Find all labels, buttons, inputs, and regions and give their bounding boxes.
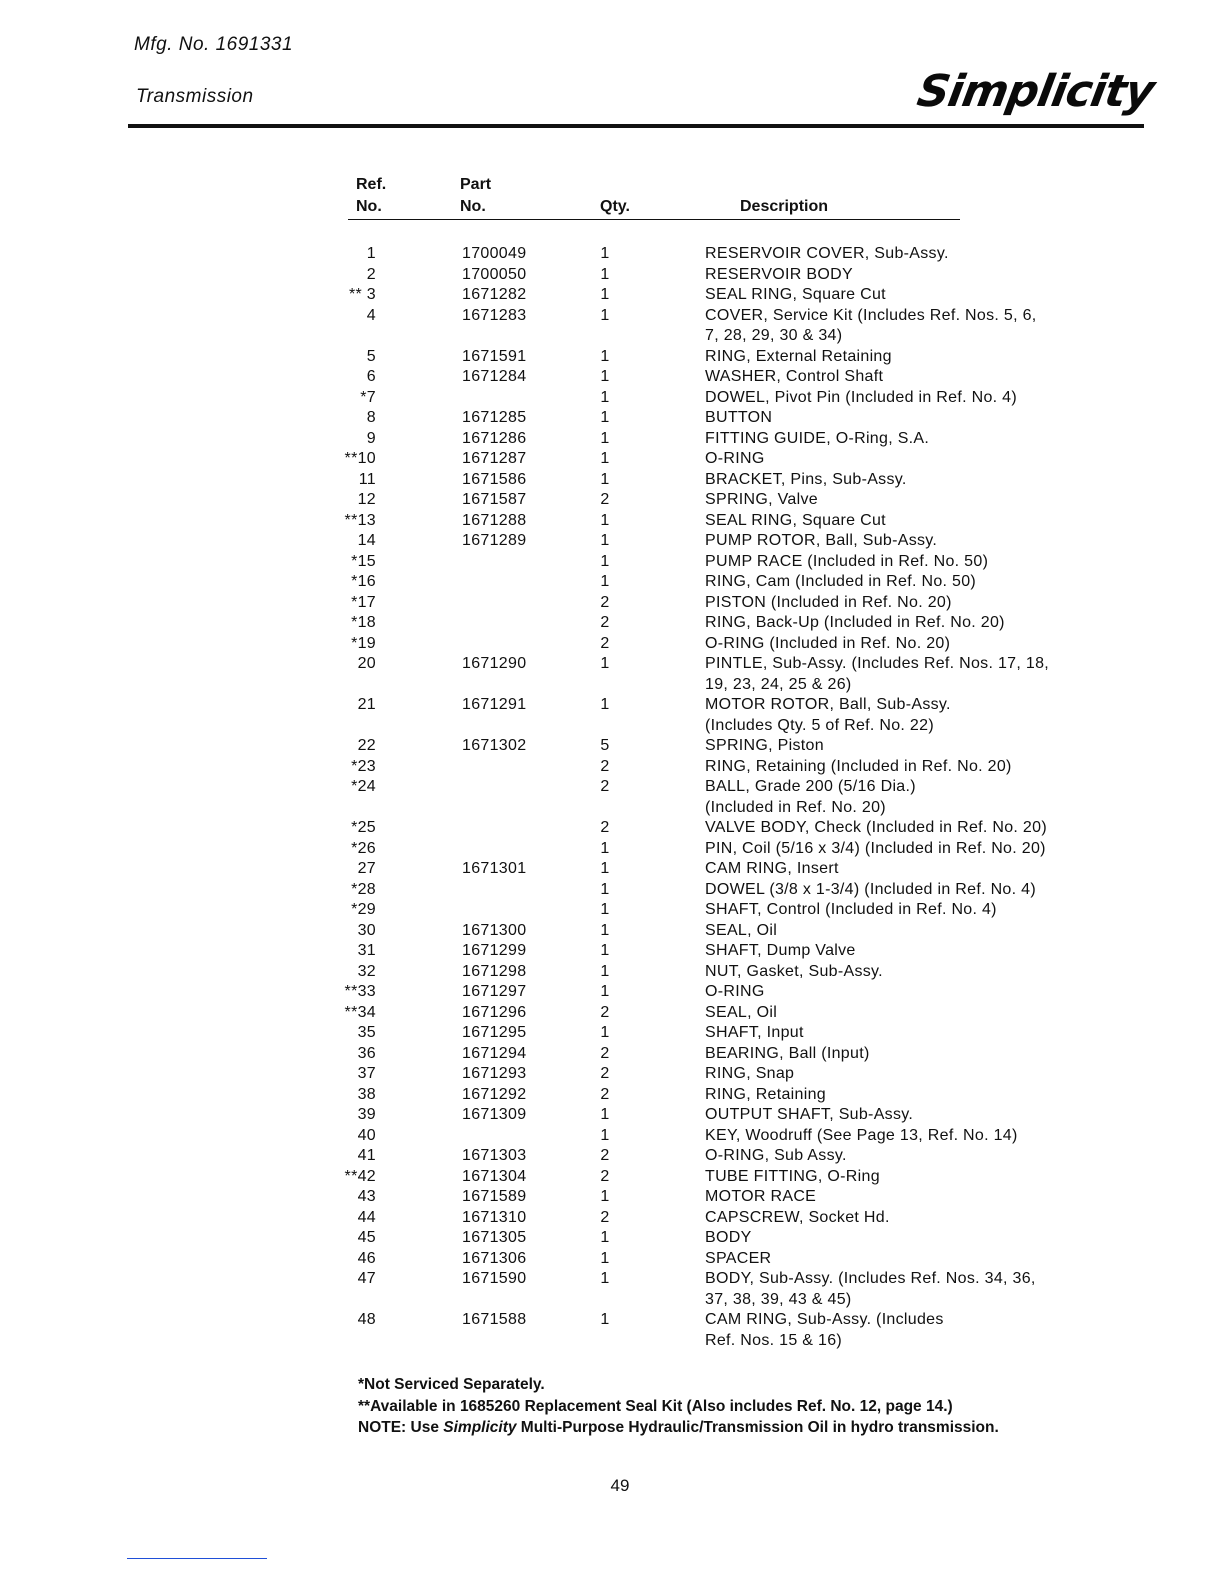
ref-cell: 35 <box>357 1024 376 1041</box>
part-no-cell: 1671306 <box>462 1249 527 1267</box>
table-row <box>0 285 1224 306</box>
footnote-oil-note <box>358 1417 999 1439</box>
qty-cell: 1 <box>600 1270 610 1287</box>
qty-cell: 1 <box>600 655 610 672</box>
qty-cell: 1 <box>600 860 610 877</box>
part-no-cell: 1671296 <box>462 1003 527 1021</box>
description-cell: O-RING, Sub Assy. <box>705 1147 847 1164</box>
table-row <box>0 1085 1224 1106</box>
header-rule <box>128 124 1144 128</box>
table-row <box>0 880 1224 901</box>
table-row <box>0 777 1224 818</box>
part-no-cell: 1671588 <box>462 1311 527 1328</box>
part-no-cell: 1671297 <box>462 983 527 1000</box>
part-no-cell: 1671301 <box>462 860 527 877</box>
description-cell: PIN, Coil (5/16 x 3/4) (Included in Ref. No. 20) <box>705 839 1046 857</box>
part-no-cell: 1671295 <box>462 1024 527 1041</box>
qty-cell: 1 <box>600 470 610 488</box>
table-row <box>0 367 1224 388</box>
ref-cell: 41 <box>357 1147 376 1164</box>
description-cell: SHAFT, Dump Valve <box>705 942 856 959</box>
part-no-cell: 1671291 <box>462 696 527 713</box>
section-title: Transmission <box>136 86 254 107</box>
table-row <box>0 634 1224 655</box>
ref-cell: 38 <box>357 1085 376 1103</box>
ref-cell: ** 3 <box>349 286 376 303</box>
part-no-cell: 1671294 <box>462 1044 527 1062</box>
part-no-cell: 1671285 <box>462 409 527 426</box>
description-cell: RESERVOIR COVER, Sub-Assy. <box>705 245 949 262</box>
oil-note-brand: Simplicity <box>443 1419 517 1436</box>
description-cell: SEAL, Oil <box>705 1003 778 1021</box>
part-no-cell: 1671590 <box>462 1270 527 1287</box>
table-row <box>0 347 1224 368</box>
column-header-part-line2: No. <box>460 198 486 215</box>
ref-cell: 40 <box>357 1126 376 1144</box>
ref-cell: *28 <box>351 880 376 898</box>
qty-cell: 1 <box>600 347 610 365</box>
table-row <box>0 1146 1224 1167</box>
ref-cell: *23 <box>351 757 376 775</box>
table-row <box>0 531 1224 552</box>
footnote-seal-kit: **Available in 1685260 Replacement Seal Kit (Also includes Ref. No. 12, page 14.) <box>358 1397 953 1415</box>
column-header-part-line1: Part <box>460 176 492 193</box>
description-cell: BODY <box>705 1229 752 1246</box>
part-no-cell: 1700049 <box>462 245 527 262</box>
qty-cell: 2 <box>600 1147 610 1164</box>
description-cell: FITTING GUIDE, O-Ring, S.A. <box>705 429 930 447</box>
ref-cell: **33 <box>344 983 376 1000</box>
column-header-ref-line2: No. <box>356 198 382 215</box>
table-row <box>0 613 1224 634</box>
part-no-cell: 1700050 <box>462 265 527 283</box>
table-row <box>0 470 1224 491</box>
qty-cell: 1 <box>600 429 610 447</box>
qty-cell: 1 <box>600 1188 610 1205</box>
description-cell: RING, Retaining (Included in Ref. No. 20) <box>705 757 1012 775</box>
oil-note-prefix: NOTE: Use <box>358 1419 444 1436</box>
qty-cell: 1 <box>600 552 610 570</box>
table-row <box>0 265 1224 286</box>
ref-cell: *29 <box>351 901 376 918</box>
table-row <box>0 429 1224 450</box>
qty-cell: 1 <box>600 1024 610 1041</box>
table-row <box>0 388 1224 409</box>
description-cell: PUMP RACE (Included in Ref. No. 50) <box>705 552 989 570</box>
qty-cell: 2 <box>600 778 610 795</box>
qty-cell: 1 <box>600 511 610 529</box>
description-cell: SPACER <box>705 1249 772 1267</box>
description-cell: TUBE FITTING, O-Ring <box>705 1167 880 1185</box>
table-row <box>0 818 1224 839</box>
ref-cell: 47 <box>357 1270 376 1287</box>
part-no-cell: 1671284 <box>462 368 527 385</box>
part-no-cell: 1671290 <box>462 655 527 672</box>
qty-cell: 1 <box>600 388 610 406</box>
part-no-cell: 1671292 <box>462 1085 527 1103</box>
ref-cell: *26 <box>351 839 376 857</box>
ref-cell: 45 <box>357 1229 376 1246</box>
description-cell: RING, External Retaining <box>705 347 892 365</box>
qty-cell: 1 <box>600 696 610 713</box>
part-no-cell: 1671300 <box>462 921 527 939</box>
part-no-cell: 1671589 <box>462 1188 527 1205</box>
qty-cell: 1 <box>600 1126 610 1144</box>
table-row <box>0 511 1224 532</box>
table-row <box>0 962 1224 983</box>
table-row <box>0 593 1224 614</box>
ref-cell: 44 <box>357 1208 376 1226</box>
qty-cell: 2 <box>600 1208 610 1226</box>
ref-cell: 5 <box>366 347 376 365</box>
description-cell: BODY, Sub-Assy. (Includes Ref. Nos. 34, 36, 37, 38, 39, 43 & 45) <box>705 1270 1036 1308</box>
ref-cell: 9 <box>366 429 376 447</box>
part-no-cell: 1671303 <box>462 1147 527 1164</box>
ref-cell: 43 <box>357 1188 376 1205</box>
description-cell: SEAL RING, Square Cut <box>705 286 886 303</box>
qty-cell: 1 <box>600 921 610 939</box>
qty-cell: 1 <box>600 409 610 426</box>
table-row <box>0 572 1224 593</box>
table-row <box>0 921 1224 942</box>
column-header-ref-line1: Ref. <box>356 176 387 193</box>
ref-cell: 21 <box>357 696 376 713</box>
ref-cell: **10 <box>344 450 376 467</box>
qty-cell: 2 <box>600 614 610 631</box>
description-cell: SHAFT, Input <box>705 1024 804 1041</box>
qty-cell: 1 <box>600 880 610 898</box>
description-cell: MOTOR ROTOR, Ball, Sub-Assy. (Includes Qty. 5 of Ref. No. 22) <box>705 696 951 734</box>
table-row <box>0 654 1224 695</box>
table-row <box>0 839 1224 860</box>
description-cell: KEY, Woodruff (See Page 13, Ref. No. 14) <box>705 1126 1018 1144</box>
description-cell: O-RING (Included in Ref. No. 20) <box>705 634 951 652</box>
ref-cell: 30 <box>357 921 376 939</box>
part-no-cell: 1671586 <box>462 470 527 488</box>
ref-cell: *19 <box>351 634 376 652</box>
ref-cell: *24 <box>351 778 376 795</box>
description-cell: SPRING, Valve <box>705 491 818 508</box>
table-row <box>0 1167 1224 1188</box>
table-row <box>0 1023 1224 1044</box>
description-cell: OUTPUT SHAFT, Sub-Assy. <box>705 1106 914 1123</box>
table-row <box>0 244 1224 265</box>
description-cell: RING, Snap <box>705 1065 795 1082</box>
qty-cell: 1 <box>600 450 610 467</box>
qty-cell: 1 <box>600 901 610 918</box>
part-no-cell: 1671591 <box>462 347 527 365</box>
ref-cell: **34 <box>344 1003 376 1021</box>
ref-cell: *7 <box>360 388 376 406</box>
description-cell: BEARING, Ball (Input) <box>705 1044 870 1062</box>
part-no-cell: 1671286 <box>462 429 527 447</box>
description-cell: CAM RING, Insert <box>705 860 839 877</box>
description-cell: BUTTON <box>705 409 773 426</box>
part-no-cell: 1671587 <box>462 491 527 508</box>
table-row <box>0 1249 1224 1270</box>
description-cell: VALVE BODY, Check (Included in Ref. No. 20) <box>705 819 1047 836</box>
ref-cell: 8 <box>366 409 376 426</box>
qty-cell: 1 <box>600 265 610 283</box>
part-no-cell: 1671305 <box>462 1229 527 1246</box>
description-cell: PUMP ROTOR, Ball, Sub-Assy. <box>705 532 938 549</box>
page-number: 49 <box>610 1476 630 1495</box>
ref-cell: 48 <box>357 1311 376 1328</box>
footnote-not-serviced: *Not Serviced Separately. <box>358 1376 545 1393</box>
table-row <box>0 1064 1224 1085</box>
table-row <box>0 695 1224 736</box>
table-row <box>0 1269 1224 1310</box>
part-no-cell: 1671298 <box>462 962 527 980</box>
ref-cell: **42 <box>344 1167 376 1185</box>
qty-cell: 1 <box>600 1229 610 1246</box>
description-cell: SHAFT, Control (Included in Ref. No. 4) <box>705 901 997 918</box>
table-row <box>0 1044 1224 1065</box>
ref-cell: **13 <box>344 511 376 529</box>
description-cell: O-RING <box>705 450 765 467</box>
part-no-cell: 1671293 <box>462 1065 527 1082</box>
qty-cell: 1 <box>600 532 610 549</box>
qty-cell: 5 <box>600 737 610 754</box>
description-cell: PINTLE, Sub-Assy. (Includes Ref. Nos. 17, 18, 19, 23, 24, 25 & 26) <box>705 655 1050 693</box>
table-row <box>0 859 1224 880</box>
ref-cell: 12 <box>357 491 376 508</box>
parts-table <box>0 244 1224 1351</box>
oil-note-suffix: Multi-Purpose Hydraulic/Transmission Oil in hydro transmission. <box>516 1419 999 1436</box>
qty-cell: 2 <box>600 1003 610 1021</box>
qty-cell: 1 <box>600 573 610 590</box>
ref-cell: *16 <box>351 573 376 590</box>
description-cell: WASHER, Control Shaft <box>705 368 884 385</box>
table-row <box>0 1105 1224 1126</box>
ref-cell: 4 <box>366 306 376 324</box>
ref-cell: 46 <box>357 1249 376 1267</box>
qty-cell: 2 <box>600 1044 610 1062</box>
ref-cell: *18 <box>351 614 376 631</box>
part-no-cell: 1671283 <box>462 306 527 324</box>
description-cell: SEAL RING, Square Cut <box>705 511 886 529</box>
ref-cell: 36 <box>357 1044 376 1062</box>
qty-cell: 1 <box>600 942 610 959</box>
ref-cell: 6 <box>366 368 376 385</box>
table-row <box>0 490 1224 511</box>
ref-cell: 22 <box>357 737 376 754</box>
qty-cell: 1 <box>600 1106 610 1123</box>
qty-cell: 1 <box>600 306 610 324</box>
description-cell: O-RING <box>705 983 765 1000</box>
ref-cell: *15 <box>351 552 376 570</box>
table-row <box>0 1208 1224 1229</box>
table-row <box>0 408 1224 429</box>
mfg-number: Mfg. No. 1691331 <box>134 34 294 55</box>
description-cell: CAM RING, Sub-Assy. (Includes Ref. Nos. 15 & 16) <box>705 1311 944 1349</box>
qty-cell: 1 <box>600 1249 610 1267</box>
column-header-qty: Qty. <box>600 198 630 215</box>
table-row <box>0 757 1224 778</box>
ref-cell: 37 <box>357 1065 376 1082</box>
description-cell: PISTON (Included in Ref. No. 20) <box>705 593 952 611</box>
qty-cell: 2 <box>600 757 610 775</box>
part-no-cell: 1671309 <box>462 1106 527 1123</box>
bottom-link-line <box>127 1558 267 1559</box>
description-cell: DOWEL (3/8 x 1-3/4) (Included in Ref. No. 4) <box>705 880 1036 898</box>
qty-cell: 1 <box>600 1311 610 1328</box>
ref-cell: *25 <box>351 819 376 836</box>
table-row <box>0 941 1224 962</box>
part-no-cell: 1671289 <box>462 532 527 549</box>
ref-cell: 39 <box>357 1106 376 1123</box>
ref-cell: 31 <box>357 942 376 959</box>
qty-cell: 2 <box>600 593 610 611</box>
table-row <box>0 736 1224 757</box>
qty-cell: 2 <box>600 1167 610 1185</box>
ref-cell: 1 <box>366 245 376 262</box>
part-no-cell: 1671302 <box>462 737 527 754</box>
description-cell: RING, Retaining <box>705 1085 826 1103</box>
description-cell: BRACKET, Pins, Sub-Assy. <box>705 470 907 488</box>
table-row <box>0 900 1224 921</box>
table-row <box>0 552 1224 573</box>
ref-cell: 14 <box>357 532 376 549</box>
table-row <box>0 982 1224 1003</box>
description-cell: SPRING, Piston <box>705 737 824 754</box>
description-cell: NUT, Gasket, Sub-Assy. <box>705 962 883 980</box>
description-cell: COVER, Service Kit (Includes Ref. Nos. 5, 6, 7, 28, 29, 30 & 34) <box>705 306 1037 344</box>
table-row <box>0 1228 1224 1249</box>
qty-cell: 2 <box>600 634 610 652</box>
column-header-part <box>460 174 491 218</box>
qty-cell: 2 <box>600 1065 610 1082</box>
brand-logo: Simplicity <box>913 66 1158 117</box>
qty-cell: 2 <box>600 1085 610 1103</box>
column-header-ref <box>356 174 386 218</box>
part-no-cell: 1671282 <box>462 286 527 303</box>
table-row <box>0 1003 1224 1024</box>
description-cell: MOTOR RACE <box>705 1188 817 1205</box>
qty-cell: 1 <box>600 962 610 980</box>
footnotes <box>358 1374 999 1439</box>
ref-cell: *17 <box>351 593 376 611</box>
part-no-cell: 1671304 <box>462 1167 527 1185</box>
table-row <box>0 1310 1224 1351</box>
description-cell: SEAL, Oil <box>705 921 778 939</box>
part-no-cell: 1671288 <box>462 511 527 529</box>
ref-cell: 27 <box>357 860 376 877</box>
part-no-cell: 1671287 <box>462 450 527 467</box>
description-cell: CAPSCREW, Socket Hd. <box>705 1208 890 1226</box>
ref-cell: 11 <box>358 470 376 488</box>
description-cell: RING, Cam (Included in Ref. No. 50) <box>705 573 977 590</box>
column-header-description: Description <box>740 198 829 215</box>
qty-cell: 1 <box>600 368 610 385</box>
table-row <box>0 306 1224 347</box>
table-row <box>0 1126 1224 1147</box>
qty-cell: 1 <box>600 983 610 1000</box>
part-no-cell: 1671310 <box>462 1208 527 1226</box>
description-cell: RING, Back-Up (Included in Ref. No. 20) <box>705 614 1005 631</box>
description-cell: RESERVOIR BODY <box>705 265 853 283</box>
qty-cell: 2 <box>600 491 610 508</box>
ref-cell: 32 <box>357 962 376 980</box>
qty-cell: 2 <box>600 819 610 836</box>
qty-cell: 1 <box>600 245 610 262</box>
table-row <box>0 1187 1224 1208</box>
ref-cell: 2 <box>366 265 376 283</box>
table-row <box>0 449 1224 470</box>
qty-cell: 1 <box>600 839 610 857</box>
qty-cell: 1 <box>600 286 610 303</box>
description-cell: BALL, Grade 200 (5/16 Dia.) (Included in Ref. No. 20) <box>705 778 916 816</box>
column-header-rule <box>348 219 960 220</box>
ref-cell: 20 <box>357 655 376 672</box>
part-no-cell: 1671299 <box>462 942 527 959</box>
description-cell: DOWEL, Pivot Pin (Included in Ref. No. 4) <box>705 388 1017 406</box>
